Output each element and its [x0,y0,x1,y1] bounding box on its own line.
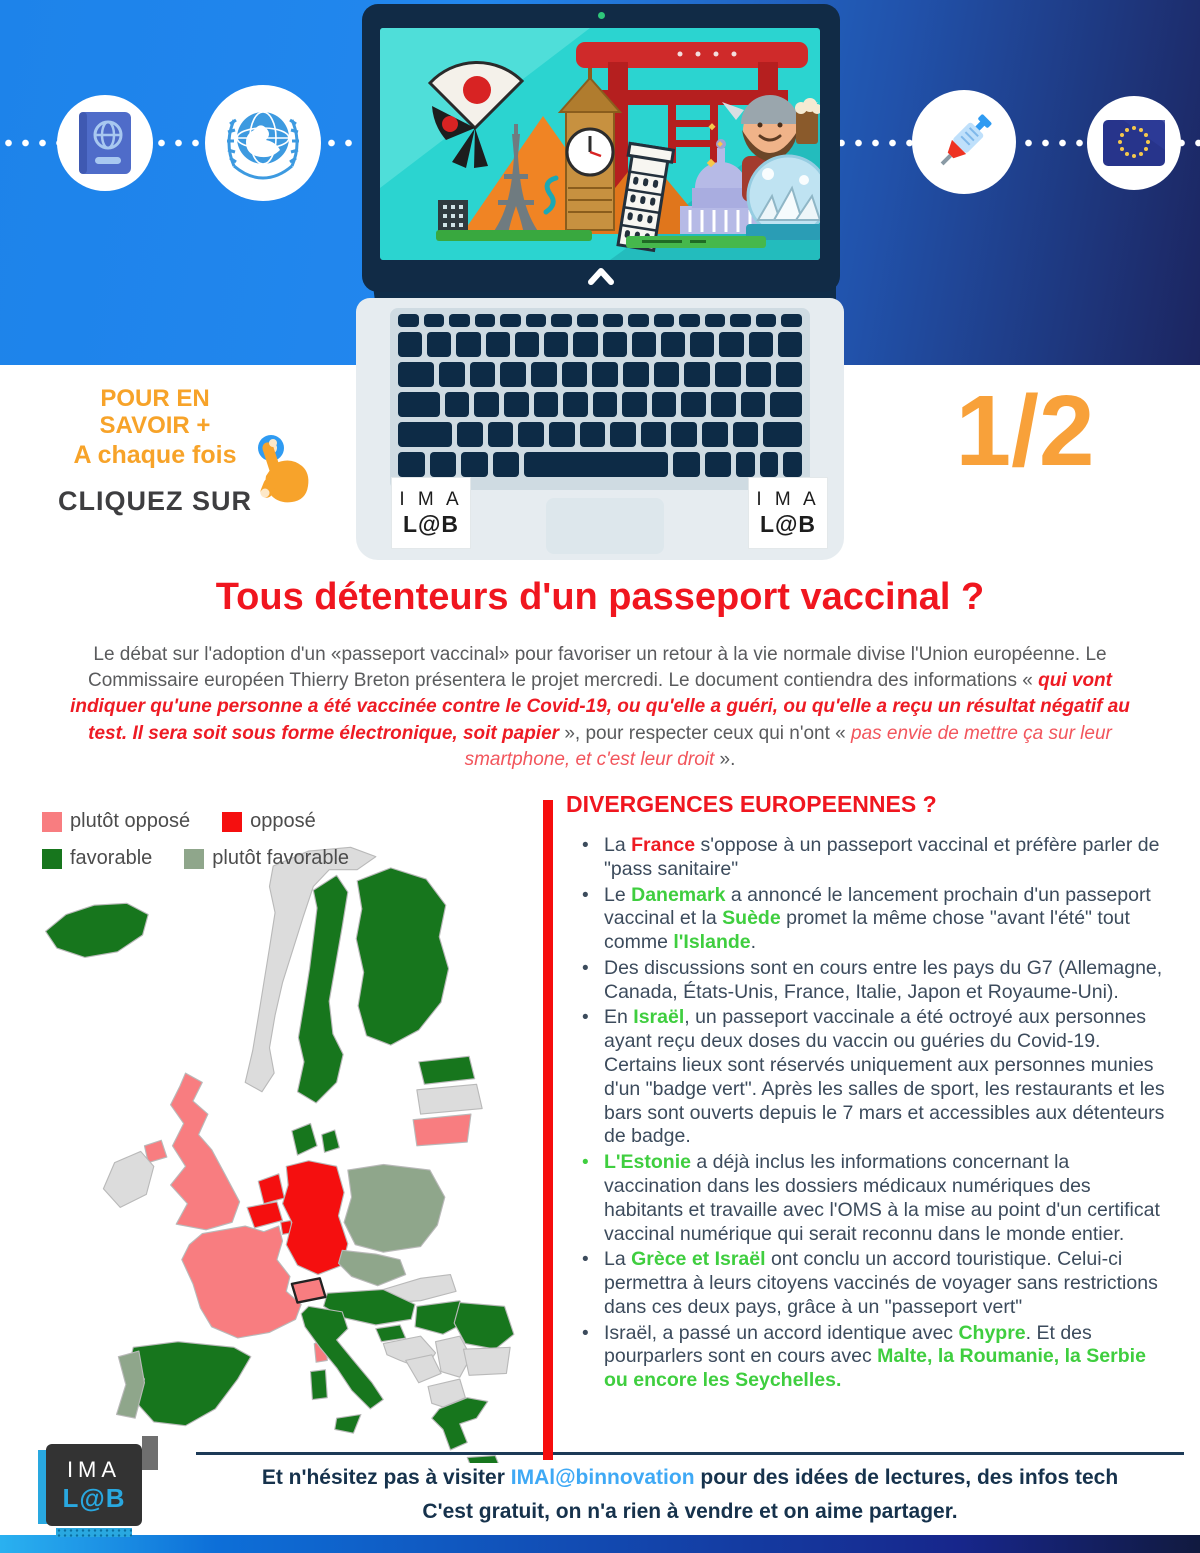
travel-collage [380,28,820,260]
imalab-sticker-line1: I M A [756,488,820,510]
intro-paragraph: Le débat sur l'adoption d'un «passeport vaccinal» pour favoriser un retour à la vie normale divise l'Union européenne. Le Commissaire européen Thierry Breton présentera le projet mercredi. Le document contiendra des informations « qui vont indiquer qu'une personne a été vaccinée contre le Covid-19, ou qu'elle a guéri, ou qu'elle a reçu un résultat négatif au test. Il sera soit sous forme électronique, soit papier », pour respecter ceux qui n'ont « pas envie de mettre ça sur leur smartphone, et c'est leur droit ». [70,644,1130,770]
footer-text-2: C'est gratuit, on n'a rien à vendre et on aime partager. [422,1500,958,1523]
legend-swatch [222,812,242,832]
imalab-sticker-line2: L@B [402,510,460,537]
legend-item-oppose [222,810,316,833]
legend-swatch [42,812,62,832]
travel-collage-art [380,28,820,260]
syringe-icon [912,90,1016,194]
legend-label: plutôt favorable [212,847,350,869]
logo-dots [56,1528,132,1537]
legend-label: plutôt opposé [70,810,191,832]
map-legend [42,810,512,884]
legend-label: opposé [250,810,316,832]
list-item: • En Israël, un passeport vaccinale a été octroyé aux personnes ayant reçu deux doses du vaccin ou guéries du Covid-19. Certains lieux sont réservés uniquement aux personnes munies d'un "badge vert". Après les salles de sport, les restaurants et les bars sont ouverts depuis le 7 mars et accessibles aux détenteurs de badge. [582,1006,1172,1149]
imalab-sticker-right [749,478,827,548]
footer-text-1-segments[interactable]: Et n'hésitez pas à visiter IMAl@binnovation pour des idées de lectures, des infos tech [261,1466,1119,1489]
passport-icon-glyph [77,110,133,176]
page-indicator: 1/2 [955,375,1095,487]
logo-tab [142,1436,158,1470]
imalab-logo [38,1436,158,1536]
red-divider [543,800,553,1460]
webcam-dot [598,12,605,19]
imalab-sticker-line1: I M A [399,488,463,510]
promo-line1: POUR EN [100,385,210,412]
logo-box [46,1444,142,1526]
imalab-sticker-line2: L@B [759,510,817,537]
logo-line1: IMA [66,1456,122,1482]
laptop-screen [362,4,840,292]
eu-flag-icon [1087,96,1181,190]
promo-line3: A chaque fois [73,440,237,469]
page-title: Tous détenteurs d'un passeport vaccinal ? [215,576,985,618]
passport-icon [57,95,153,191]
eu-flag-icon-glyph [1103,120,1165,166]
list-item: • L'Estonie a déjà inclus les informations concernant la vaccination dans les dossiers médicaux numériques des habitants et travaille avec l'OMS à la mise au point d'un certificat vaccinal numérique qui serait reconnu dans le monde entier. [582,1151,1172,1246]
legend-label: favorable [70,847,153,869]
promo-block [40,386,270,517]
list-item: • La France s'oppose à un passeport vaccinal et préfère parler de "pass sanitaire" [582,834,1172,882]
unicef-icon [205,85,321,201]
click-hand-icon[interactable] [248,430,320,506]
promo-line2: SAVOIR + [99,411,211,439]
unicef-icon-glyph [220,100,306,186]
divergences-heading: DIVERGENCES EUROPEENNES ? [566,791,937,817]
divergences-list [566,834,1172,1393]
bottom-gradient-bar [0,1535,1200,1553]
logo-line2: L@B [62,1482,126,1513]
laptop-keyboard [398,314,802,486]
divergences-column [566,791,1172,1395]
footer-text-1 [180,1466,1200,1490]
legend-item-favorable [42,847,152,870]
promo-cta: CLIQUEZ SUR [57,485,252,516]
legend-swatch [42,849,62,869]
imalab-sticker-left [392,478,470,548]
list-item: • La Grèce et Israël ont conclu un accord touristique. Celui-ci permettra à leurs citoyens vaccinés de voyager sans restrictions dans ces deux pays, grâce à un "passeport vert" [582,1248,1172,1319]
syringe-icon-glyph [927,105,1001,179]
europe-map-svg [12,838,540,1463]
list-item: • Le Danemark a annoncé le lancement prochain d'un passeport vaccinal et la Suède promet la même chose "avant l'été" tout comme l'Islande. [582,884,1172,955]
list-item: • Israël, a passé un accord identique avec Chypre. Et des pourparlers sont en cours avec Malte, la Roumanie, la Serbie ou encore les Seychelles. [582,1322,1172,1393]
europe-choropleth-map [12,838,540,1463]
chevron-up-icon [588,266,614,286]
laptop-trackpad [546,498,664,554]
legend-item-plutot-oppose [42,810,190,833]
legend-swatch [184,849,204,869]
legend-item-plutot-favorable [184,847,349,870]
list-item: • Des discussions sont en cours entre les pays du G7 (Allemagne, Canada, États-Unis, France, Italie, Japon et Royaume-Uni). [582,957,1172,1005]
